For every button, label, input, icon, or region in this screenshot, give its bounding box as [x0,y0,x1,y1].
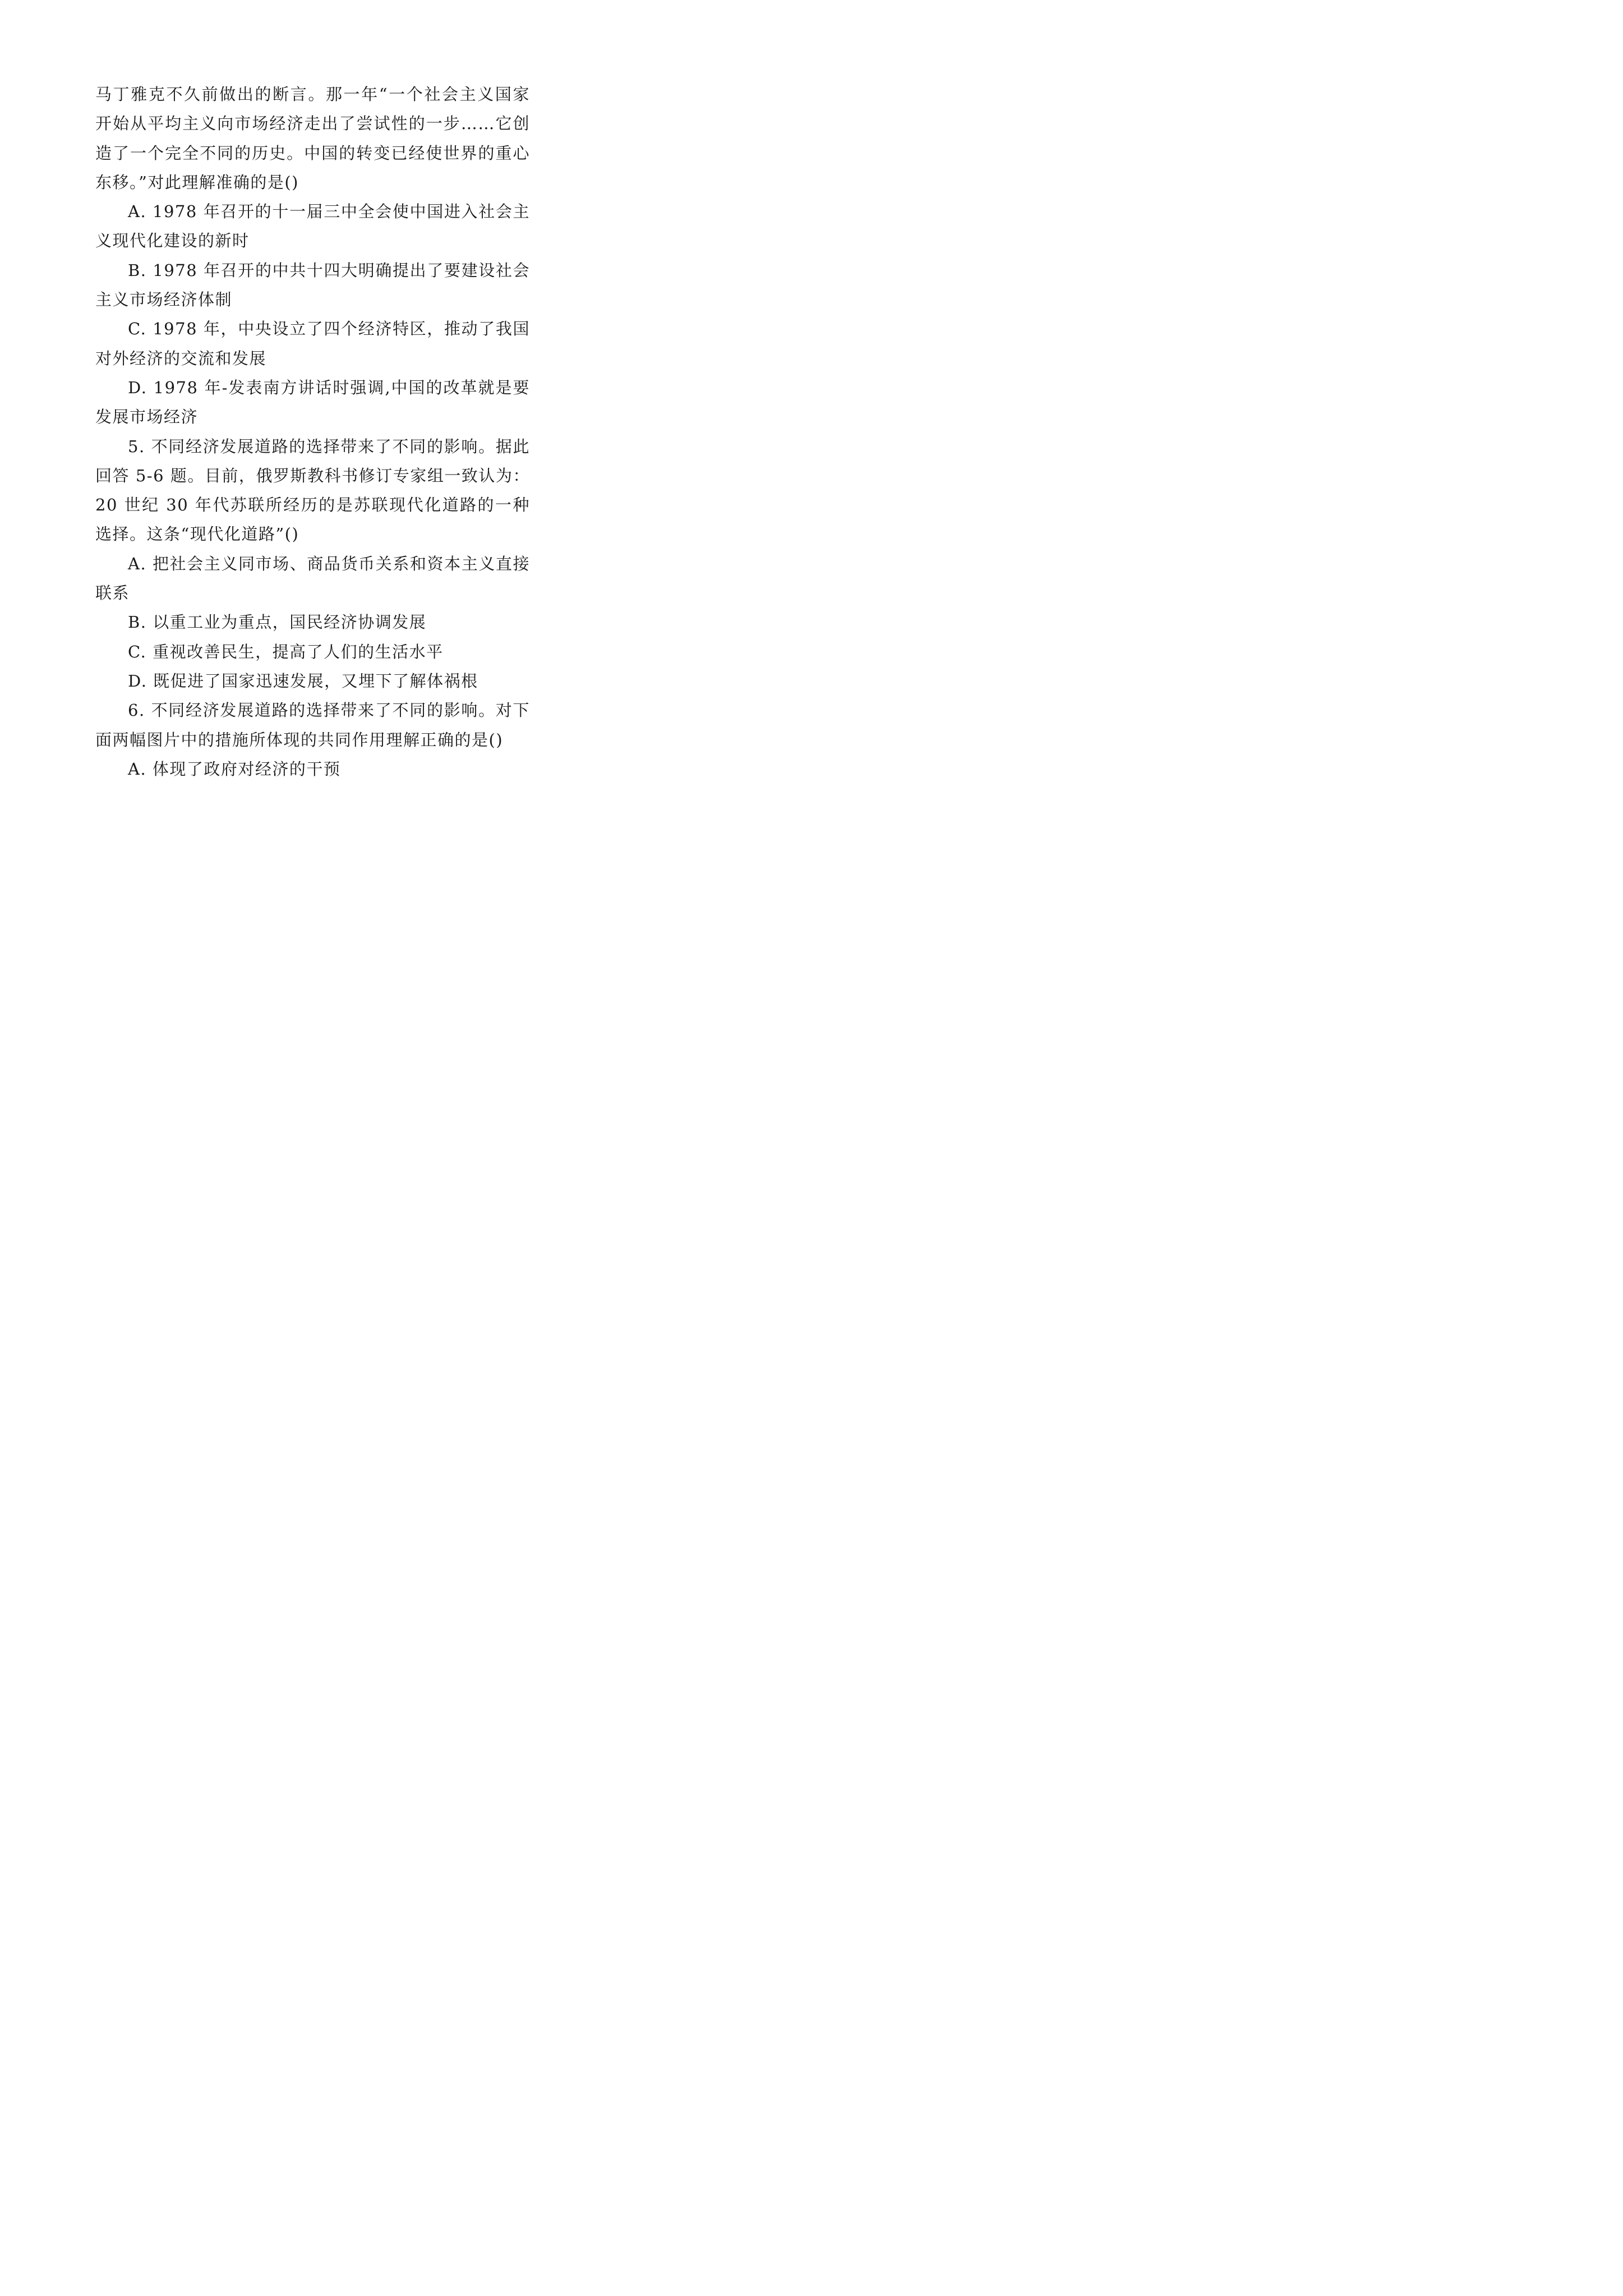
question-4-stem-continued: 马丁雅克不久前做出的断言。那一年“一个社会主义国家开始从平均主义向市场经济走出了尝试性的一步……它创造了一个完全不同的历史。中国的转变已经使世界的重心东移。”对此理解准确的是() [95,85,530,192]
question-5-option-c: C. 重视改善民生，提高了人们的生活水平 [128,642,444,661]
question-4-option-c: C. 1978 年，中央设立了四个经济特区，推动了我国对外经济的交流和发展 [95,319,530,368]
question-5-stem: 5. 不同经济发展道路的选择带来了不同的影响。据此回答 5-6 题。目前，俄罗斯教科书修订专家组一致认为：20 世纪 30 年代苏联所经历的是苏联现代化道路的一种选择。这条“现代化道路”() [95,436,530,544]
question-4-option-b: B. 1978 年召开的中共十四大明确提出了要建设社会主义市场经济体制 [95,260,530,310]
question-5-option-a: A. 把社会主义同市场、商品货币关系和资本主义直接联系 [95,554,530,603]
question-6-option-a: A. 体现了政府对经济的干预 [128,759,341,779]
question-5-option-b: B. 以重工业为重点，国民经济协调发展 [128,613,427,632]
question-6-stem: 6. 不同经济发展道路的选择带来了不同的影响。对下面两幅图片中的措施所体现的共同作用理解正确的是() [95,701,530,749]
question-4-option-d: D. 1978 年-发表南方讲话时强调,中国的改革就是要发展市场经济 [95,378,530,427]
question-4-option-a: A. 1978 年召开的十一届三中全会使中国进入社会主义现代化建设的新时 [95,202,530,251]
document-page [95,80,530,784]
question-5-option-d: D. 既促进了国家迅速发展，又埋下了解体祸根 [128,671,478,691]
